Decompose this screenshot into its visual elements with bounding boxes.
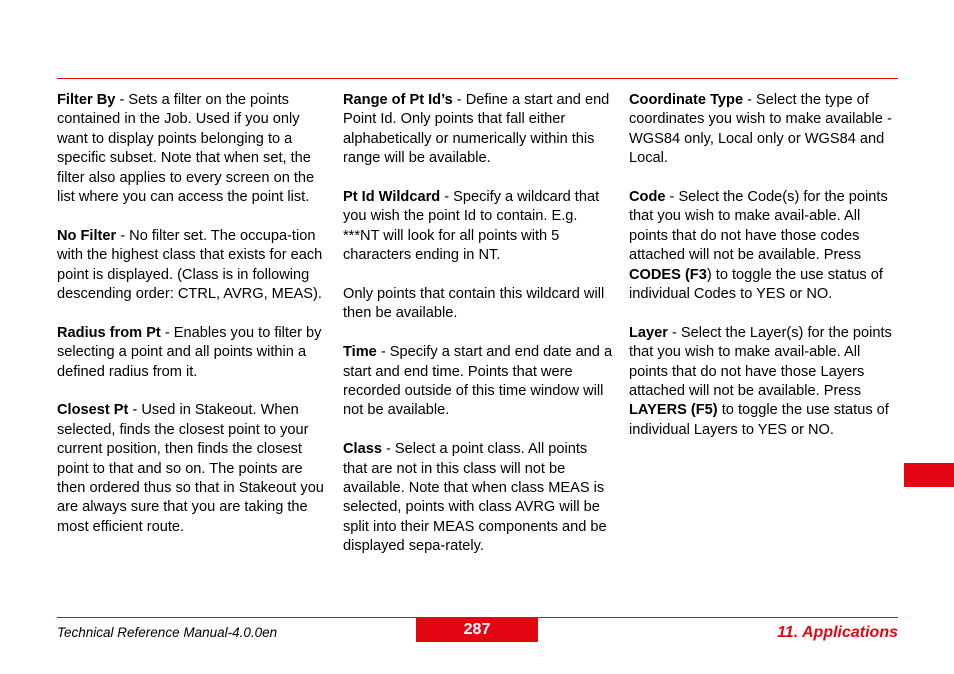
entry-class: Class - Select a point class. All points that are not in this class will not be available. Note that when class MEAS is selected, points with class AVRG will be split into their MEAS components and be displayed sepa-rately. (343, 441, 607, 555)
chapter-title: 11. Applications (777, 624, 898, 641)
entry-pt-id-wildcard: Pt Id Wildcard - Specify a wildcard that you wish the point Id to contain. E.g. ***NT will look for all points with 5 characters ending in NT. (343, 189, 600, 264)
entry-wildcard-note: Only points that contain this wildcard will then be available. (343, 286, 605, 322)
entry-no-filter: No Filter - No filter set. The occupa-tion with the highest class that exists for each point is displayed. (Class is in following descending order: CTRL, AVRG, MEAS). (57, 227, 323, 303)
entry-closest-pt: Closest Pt - Used in Stakeout. When selected, finds the closest point to your current position, then finds the closest point to that and so on. The points are then ordered thus so that in Stakeout you are always sure that you are taking the most efficient route. (57, 402, 324, 535)
entry-code: Code - Select the Code(s) for the points that you wish to make avail-able. All points that do not have those codes attached will not be available. Press CODES (F3) to toggle the use status of individual Codes to YES or NO. (629, 189, 888, 303)
entry-layer: Layer - Select the Layer(s) for the points that you wish to make avail-able. All points that do not have those Layers attached will not be available. Press LAYERS (F5) to toggle the use status of individual Layers to YES or NO. (629, 324, 892, 438)
header-rule (57, 78, 898, 79)
column-left (57, 91, 329, 557)
column-middle (343, 91, 615, 576)
page-number: 287 (416, 618, 538, 642)
entry-range-of-pt-ids: Range of Pt Id’s - Define a start and end Point Id. Only points that fall either alphabetically or numerically within this range will be available. (343, 92, 610, 167)
entry-coordinate-type: Coordinate Type - Select the type of coordinates you wish to make available - WGS84 only, Local only or WGS84 and Local. (629, 92, 892, 167)
entry-filter-by: Filter By - Sets a filter on the points contained in the Job. Used if you only want to display points belonging to a specific subset. Note that when set, the filter also applies to every screen on the list where you can access the point list. (57, 92, 315, 206)
column-right (629, 91, 901, 460)
chapter-tab-marker (904, 463, 954, 487)
entry-radius-from-pt: Radius from Pt - Enables you to filter by selecting a point and all points within a defined radius from it. (57, 324, 322, 380)
entry-time: Time - Specify a start and end date and a start and end time. Points that were recorded outside of this time window will not be available. (343, 344, 613, 419)
manual-title: Technical Reference Manual-4.0.0en (57, 625, 278, 640)
